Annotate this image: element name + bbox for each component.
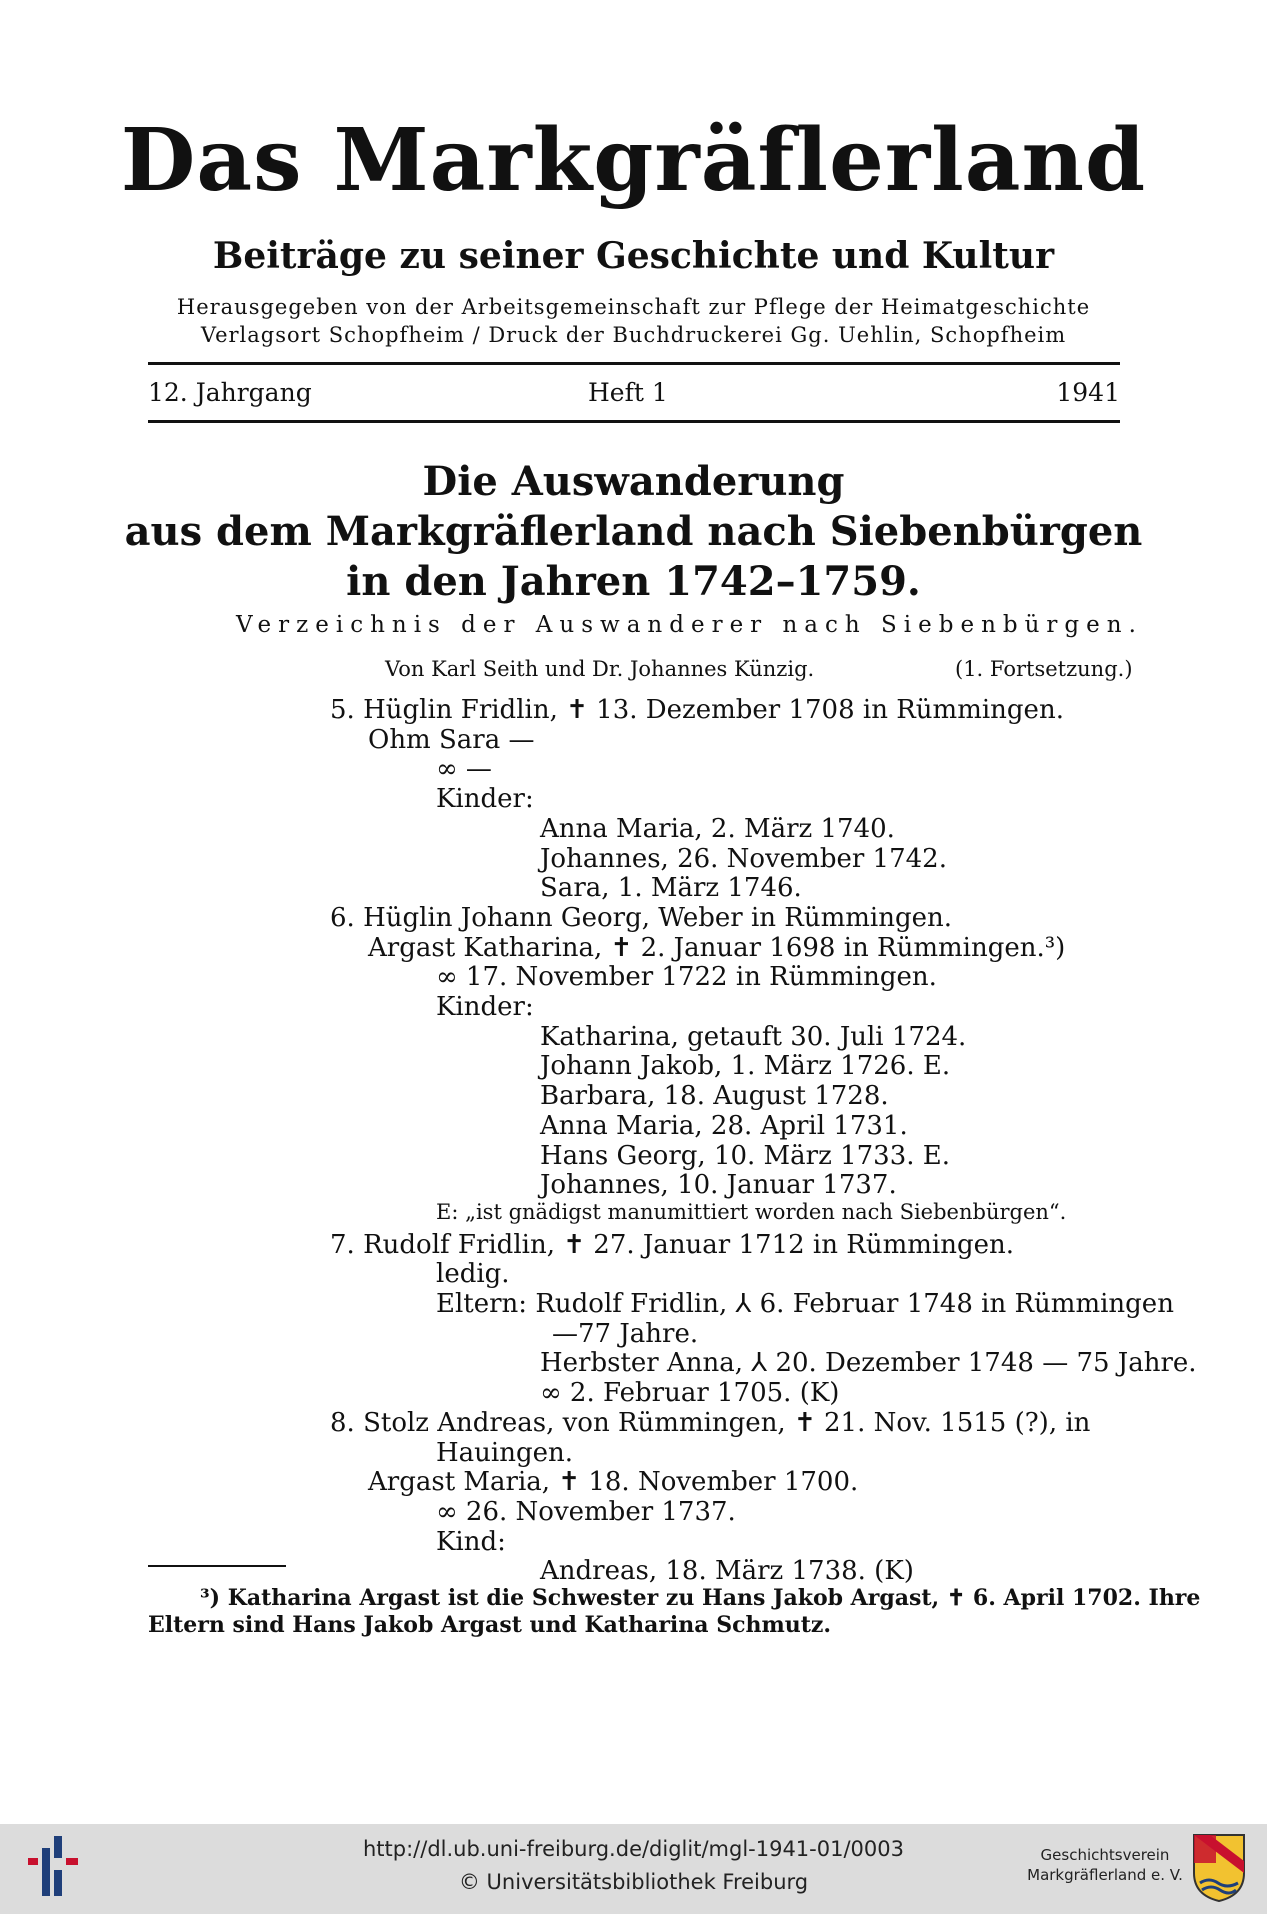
entry-line: ∞ 26. November 1737.	[436, 1497, 736, 1527]
entry-line: Katharina, getauft 30. Juli 1724.	[540, 1022, 967, 1052]
entry-line: 5. Hüglin Fridlin, ✝ 13. Dezember 1708 in Rümmingen.	[330, 695, 1064, 725]
entry-line: Hauingen.	[436, 1438, 574, 1468]
issue-number: Heft 1	[588, 378, 668, 407]
header-rule-top	[148, 362, 1120, 365]
print-line: Verlagsort Schopfheim / Druck der Buchdruckerei Gg. Uehlin, Schopfheim	[200, 323, 1067, 347]
entry-line: ledig.	[436, 1259, 510, 1289]
article-title-line-1: Die Auswanderung	[422, 458, 845, 505]
footnote-rule	[148, 1565, 286, 1567]
entry-line: Hans Georg, 10. März 1733. E.	[540, 1141, 951, 1171]
entry-line: ∞ 2. Februar 1705. (K)	[540, 1378, 840, 1408]
entry-line: ∞ 17. November 1722 in Rümmingen.	[436, 962, 937, 992]
issue-year: 1941	[1056, 378, 1120, 407]
issue-row	[148, 378, 1120, 408]
entry-line: Kinder:	[436, 784, 534, 814]
publisher-line: Herausgegeben von der Arbeitsgemeinschaft zur Pflege der Heimatgeschichte	[176, 295, 1091, 319]
header-rule-bottom	[148, 420, 1120, 423]
journal-subtitle: Beiträge zu seiner Geschichte und Kultur	[212, 235, 1055, 277]
coat-of-arms-icon	[1192, 1833, 1246, 1903]
entry-line: —77 Jahre.	[552, 1319, 699, 1349]
entry-line: 6. Hüglin Johann Georg, Weber in Rümmingen.	[330, 903, 953, 933]
society-name-line-2: Markgräflerland e. V.	[1027, 1865, 1183, 1884]
entry-line: Kind:	[436, 1527, 506, 1557]
issue-volume: 12. Jahrgang	[148, 378, 312, 407]
entry-line: Anna Maria, 2. März 1740.	[540, 814, 895, 844]
entry-line: Kinder:	[436, 992, 534, 1022]
entry-line: Johannes, 26. November 1742.	[540, 844, 947, 874]
entry-line: Argast Katharina, ✝ 2. Januar 1698 in Rümmingen.³)	[368, 933, 1066, 963]
society-name	[1020, 1846, 1190, 1885]
entry-line: ∞ —	[436, 754, 492, 784]
footer-url-link[interactable]: http://dl.ub.uni-freiburg.de/diglit/mgl-1941-01/0003	[362, 1837, 904, 1861]
entry-line: E: „ist gnädigst manumittiert worden nach Siebenbürgen“.	[436, 1200, 1067, 1224]
footnote-line-1: ³) Katharina Argast ist die Schwester zu Hans Jakob Argast, ✝ 6. April 1702. Ihre	[200, 1585, 1201, 1611]
article-title-line-3: in den Jahren 1742–1759.	[346, 558, 921, 605]
journal-title: Das Markgräflerland	[120, 110, 1147, 211]
footnote-line-2: Eltern sind Hans Jakob Argast und Katharina Schmutz.	[148, 1612, 832, 1638]
entry-line: Anna Maria, 28. April 1731.	[540, 1111, 908, 1141]
article-subtitle: Verzeichnis der Auswanderer nach Siebenbürgen.	[236, 612, 1143, 638]
entry-line: Johann Jakob, 1. März 1726. E.	[540, 1051, 951, 1081]
entry-line: Sara, 1. März 1746.	[540, 873, 802, 903]
footer-copyright: © Universitätsbibliothek Freiburg	[458, 1870, 809, 1894]
article-byline: Von Karl Seith und Dr. Johannes Künzig.	[385, 657, 815, 681]
entry-line: 7. Rudolf Fridlin, ✝ 27. Januar 1712 in Rümmingen.	[330, 1230, 1014, 1260]
entry-line: Barbara, 18. August 1728.	[540, 1081, 889, 1111]
entry-line: Argast Maria, ✝ 18. November 1700.	[368, 1467, 859, 1497]
entry-line: Herbster Anna, ⅄ 20. Dezember 1748 — 75 Jahre.	[540, 1348, 1197, 1378]
article-title-line-2: aus dem Markgräflerland nach Siebenbürgen	[124, 508, 1143, 555]
entry-line: Andreas, 18. März 1738. (K)	[540, 1556, 914, 1586]
entry-line: Eltern: Rudolf Fridlin, ⅄ 6. Februar 1748 in Rümmingen	[436, 1289, 1174, 1319]
entry-line: 8. Stolz Andreas, von Rümmingen, ✝ 21. Nov. 1515 (?), in	[330, 1408, 1091, 1438]
society-name-line-1: Geschichtsverein	[1040, 1846, 1170, 1864]
article-continuation: (1. Fortsetzung.)	[955, 657, 1133, 681]
entry-line: Johannes, 10. Januar 1737.	[540, 1170, 897, 1200]
entry-line: Ohm Sara —	[368, 725, 535, 755]
